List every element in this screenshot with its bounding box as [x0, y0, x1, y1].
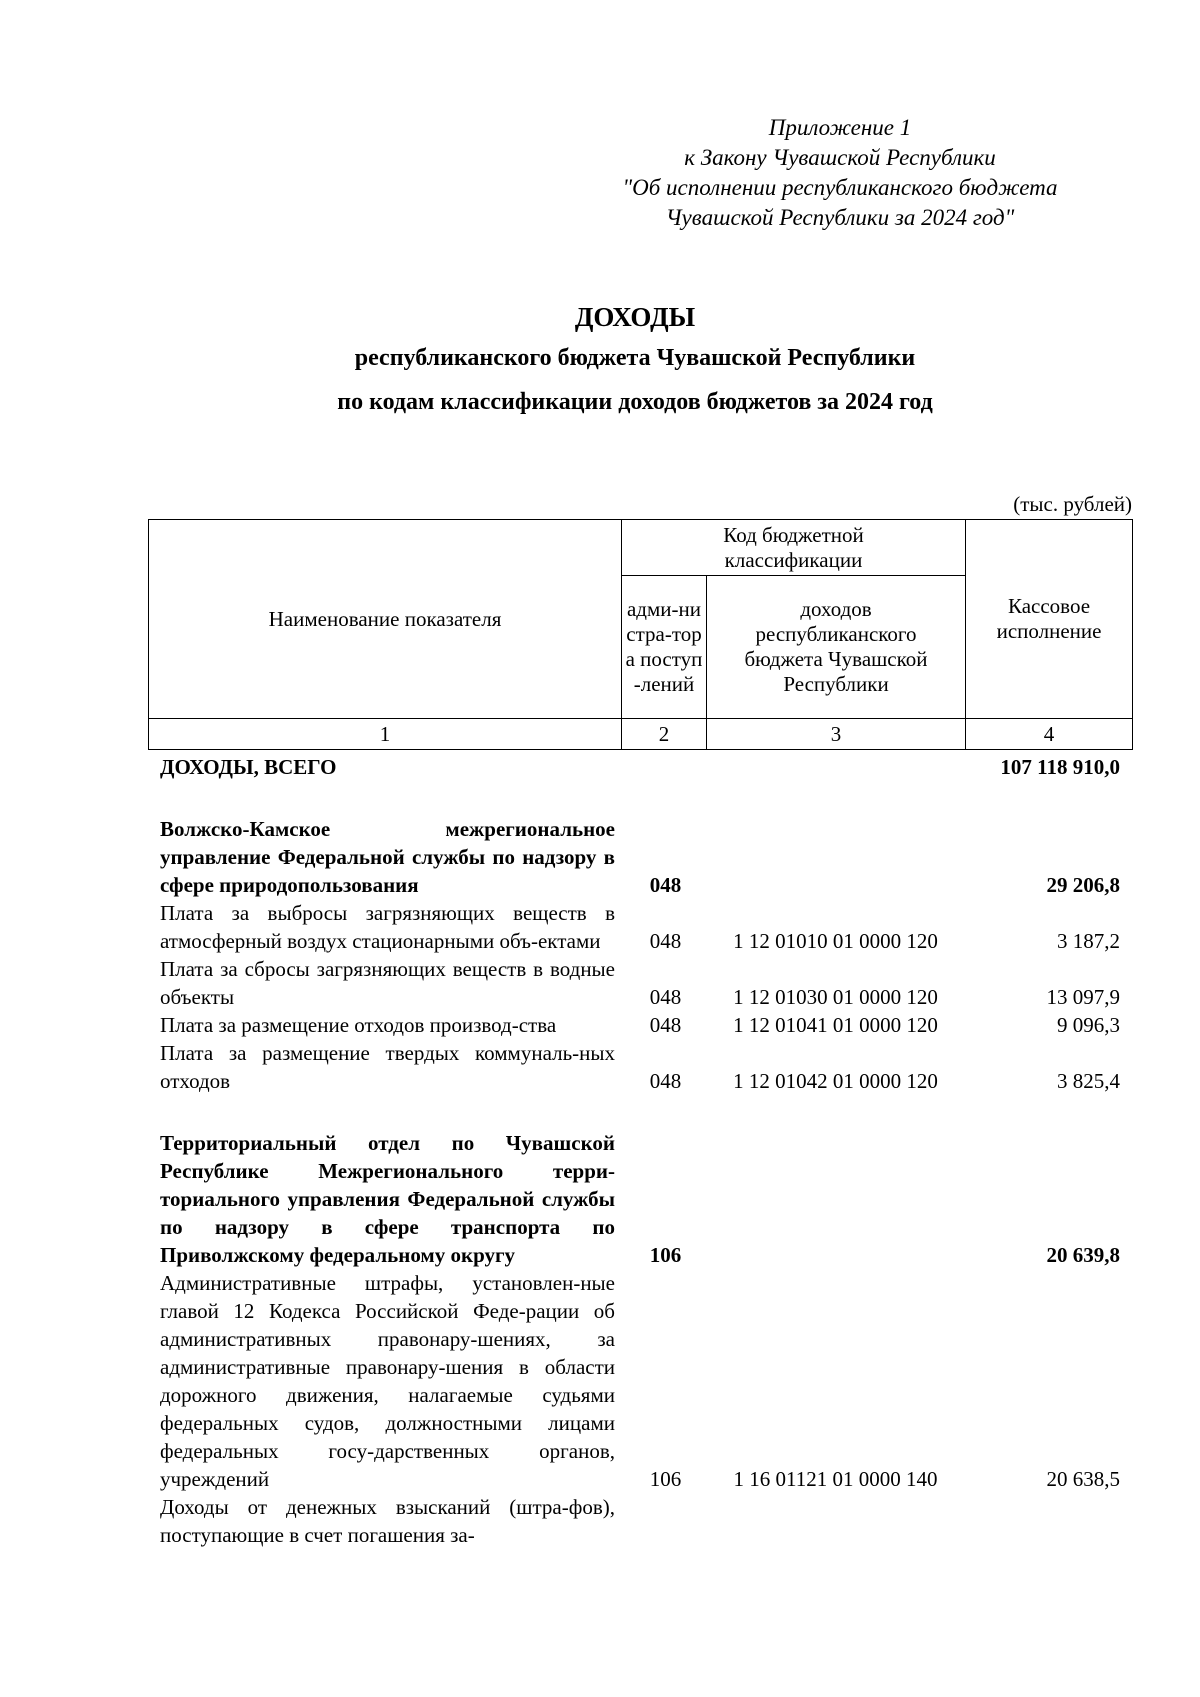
row-admin: 048	[649, 929, 682, 953]
row-name: Плата за сбросы загрязняющих веществ в водные объекты	[160, 957, 615, 1009]
row-value: 9 096,3	[1057, 1013, 1120, 1037]
row-code	[706, 1129, 965, 1269]
row-code: 1 12 01030 01 0000 120	[733, 985, 938, 1009]
table-row	[148, 955, 1132, 1011]
table-row	[148, 753, 1132, 781]
row-code	[706, 815, 965, 899]
appendix-line: Приложение 1	[768, 115, 912, 140]
row-admin: 048	[649, 985, 682, 1009]
row-name: Волжско-Камское межрегиональное управление Федеральной службы по надзору в сфере природопользования	[160, 817, 615, 897]
row-name: Территориальный отдел по Чувашской Республике Межрегионального терри-ториального управления Федеральной службы по надзору в сфере транспорта по Приволжскому федеральному округу	[160, 1131, 615, 1267]
table-row	[148, 1129, 1132, 1269]
row-name: Плата за размещение отходов производ-ства	[160, 1013, 557, 1037]
row-value: 3 187,2	[1057, 929, 1120, 953]
table-row	[148, 1493, 1132, 1549]
appendix-line: "Об исполнении республиканского бюджета	[622, 175, 1058, 200]
row-value	[965, 1493, 1132, 1549]
row-admin: 106	[649, 1467, 682, 1491]
header-admin: адми-нистра-тора поступ-лений	[622, 576, 707, 719]
appendix-line: к Закону Чувашской Республики	[684, 145, 996, 170]
table-header	[148, 519, 1133, 750]
row-value: 20 639,8	[1046, 1243, 1120, 1267]
document-subtitle: по кодам классификации доходов бюджетов за 2024 год	[337, 389, 933, 415]
row-code	[706, 1493, 965, 1549]
header-col-number: 1	[149, 719, 622, 750]
table-row	[148, 1011, 1132, 1039]
row-spacer	[148, 1095, 1132, 1129]
row-name: Плата за выбросы загрязняющих веществ в атмосферный воздух стационарными объ-ектами	[160, 901, 615, 953]
header-name: Наименование показателя	[149, 520, 622, 719]
appendix-block	[560, 113, 1120, 233]
row-admin: 048	[649, 873, 682, 897]
header-col-number: 4	[966, 719, 1133, 750]
table-row	[148, 815, 1132, 899]
units-label: (тыс. рублей)	[1013, 492, 1132, 516]
row-code: 1 12 01041 01 0000 120	[733, 1013, 938, 1037]
header-code-group: Код бюджетной классификации	[622, 520, 966, 576]
row-code: 1 16 01121 01 0000 140	[733, 1467, 938, 1491]
row-spacer	[148, 781, 1132, 815]
row-value: 3 825,4	[1057, 1069, 1120, 1093]
row-admin	[621, 1493, 706, 1549]
row-admin: 048	[649, 1013, 682, 1037]
row-code: 1 12 01042 01 0000 120	[733, 1069, 938, 1093]
row-value: 107 118 910,0	[1000, 755, 1120, 779]
row-name: ДОХОДЫ, ВСЕГО	[160, 755, 337, 779]
row-value: 20 638,5	[1046, 1467, 1120, 1491]
document-title: ДОХОДЫ	[574, 302, 696, 332]
row-code	[706, 753, 965, 781]
table-row	[148, 1269, 1132, 1493]
row-admin	[621, 753, 706, 781]
row-code: 1 12 01010 01 0000 120	[733, 929, 938, 953]
header-cash: Кассовое исполнение	[966, 520, 1133, 719]
table-row	[148, 899, 1132, 955]
row-admin: 106	[649, 1243, 682, 1267]
appendix-line: Чувашской Республики за 2024 год"	[665, 205, 1015, 230]
row-value: 13 097,9	[1046, 985, 1120, 1009]
header-income: доходов республиканского бюджета Чувашской Республики	[707, 576, 966, 719]
header-col-number: 2	[622, 719, 707, 750]
table-row	[148, 1039, 1132, 1095]
document-subtitle: республиканского бюджета Чувашской Республики	[354, 345, 916, 371]
row-admin: 048	[649, 1069, 682, 1093]
income-table	[148, 753, 1132, 1549]
row-name: Административные штрафы, установлен-ные главой 12 Кодекса Российской Феде-рации об административных правонару-шениях, за административные правонару-шения в области дорожного движения, налагаемые судьями федеральных судов, должностными лицами федеральных госу-дарственных органов, учреждений	[160, 1271, 615, 1491]
row-value: 29 206,8	[1046, 873, 1120, 897]
row-name: Плата за размещение твердых коммуналь-ных отходов	[160, 1041, 615, 1093]
row-name: Доходы от денежных взысканий (штра-фов), поступающие в счет погашения за-	[160, 1495, 615, 1547]
header-col-number: 3	[707, 719, 966, 750]
